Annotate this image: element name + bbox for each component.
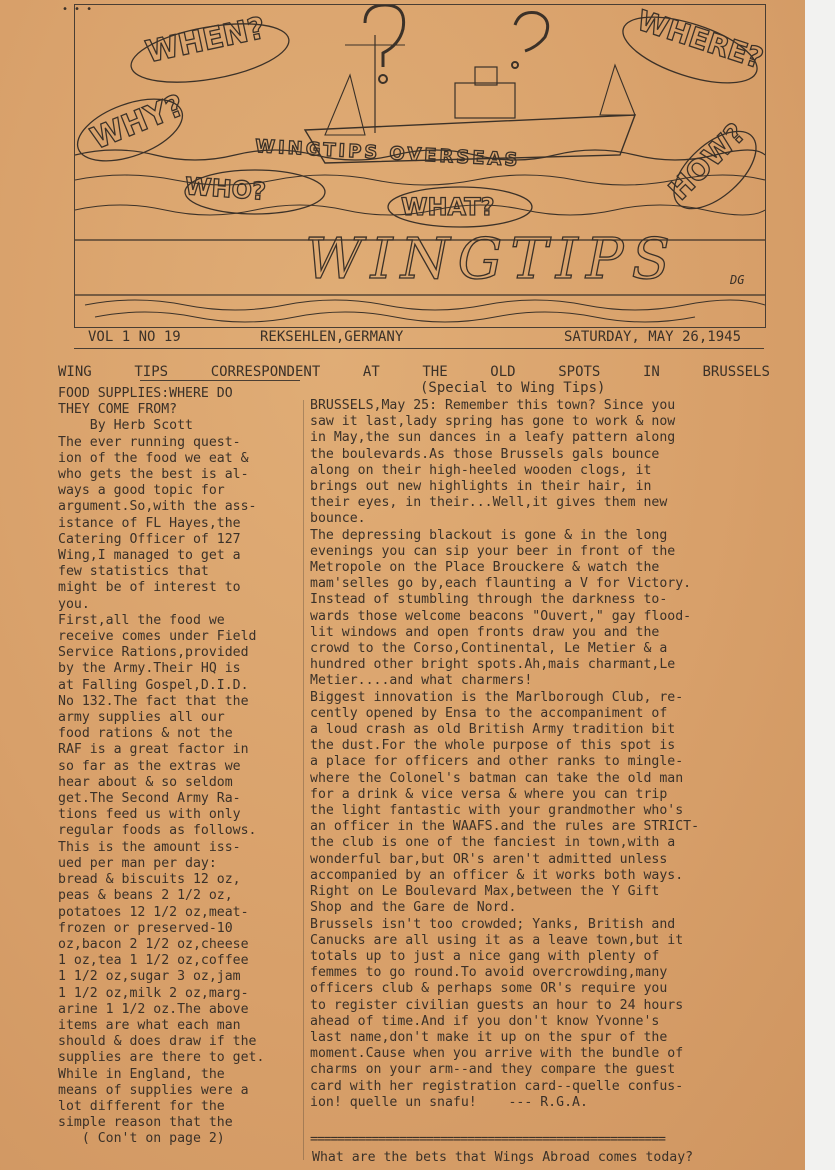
bubble-where: WHERE? [633,3,768,76]
article-line: regular foods as follows. [58,823,257,839]
article-line: Metier....and what charmers! [310,673,533,689]
article-line: Right on Le Boulevard Max,between the Y Gift [310,884,660,900]
article-line: hear about & so seldom [58,774,233,790]
headline-word: TIPS [134,364,169,380]
article-line: army supplies all our [58,710,225,726]
article-line: officers club & perhaps some OR's require you [310,981,668,997]
page-edge [805,0,835,1170]
article-line: the dust.For the whole purpose of this spot is [310,738,676,754]
article-line: simple reason that the [58,1115,233,1131]
article-line: means of supplies were a [58,1082,249,1098]
issue-volume: VOL 1 NO 19 [88,329,181,345]
article-line: Catering Officer of 127 [58,531,241,547]
article-line: you. [58,596,90,612]
article-line: totals up to just a nice gang with plenty of [310,948,660,964]
article-line: Instead of stumbling through the darkness to- [310,592,668,608]
article-line: Canucks are all using it as a leave town,but it [310,932,684,948]
article-line: RAF is a great factor in [58,742,249,758]
article-line: peas & beans 2 1/2 oz, [58,888,233,904]
article-line: their eyes, in their...Well,it gives them new [310,495,668,511]
masthead [74,4,766,328]
article-line: This is the amount iss- [58,839,241,855]
article-line: the light fantastic with your grandmother who's [310,803,684,819]
newsletter-title: WINGTIPS [305,227,678,292]
article-line: card with her registration card--quelle confus- [310,1078,684,1094]
article-line: frozen or preserved-10 [58,920,233,936]
article-line: ahead of time.And if you don't know Yvonne's [310,1013,660,1029]
article-line: No 132.The fact that the [58,693,249,709]
article-line: evenings you can sip your beer in front of the [310,543,676,559]
article-line: who gets the best is al- [58,467,249,483]
article-line: food rations & not the [58,726,233,742]
article-line: hundred other bright spots.Ah,mais charmant,Le [310,657,676,673]
headline-word: THE [422,364,448,380]
article-line: bread & biscuits 12 oz, [58,872,241,888]
food-supplies-article [58,386,308,1148]
article-line: lit windows and open fronts draw you and the [310,624,660,640]
article-line: a loud crash as old British Army tradition bit [310,722,676,738]
article-line: in May,the sun dances in a leafy pattern along [310,430,676,446]
article-line: Metropole on the Place Brouckere & watch the [310,560,660,576]
article-line: wonderful bar,but OR's aren't admitted unless [310,851,668,867]
bubble-how: HOW? [662,116,753,207]
special-byline: (Special to Wing Tips) [420,380,606,396]
article-line: supplies are there to get. [58,1050,265,1066]
bubble-who: WHO? [184,172,267,206]
article-line: FOOD SUPPLIES:WHERE DO [58,386,233,401]
article-line: might be of interest to [58,580,241,596]
article-line: last name,don't make it up on the spur of the [310,1029,668,1045]
article-line: ued per man per day: [58,855,217,871]
article-line: cently opened by Ensa to the accompaniment of [310,705,668,721]
bubble-when: WHEN? [142,10,269,71]
article-line: The ever running quest- [58,434,241,450]
main-headline [58,364,770,380]
article-line: While in England, the [58,1066,225,1082]
article-line: By Herb Scott [58,418,193,434]
bubble-what: WHAT? [401,193,495,221]
article-line: where the Colonel's batman can take the old man [310,770,684,786]
article-line: so far as the extras we [58,758,241,774]
article-line: brings out new highlights in their hair, in [310,479,652,495]
section-divider: ==================================================== [310,1132,665,1147]
article-line: crowd to the Corso,Continental, Le Metier & a [310,641,668,657]
issue-info-bar [74,326,764,349]
bubble-why: WHY? [85,88,190,157]
article-line: oz,bacon 2 1/2 oz,cheese [58,936,249,952]
article-line: along on their high-heeled wooden clogs, it [310,462,652,478]
article-line: First,all the food we [58,612,225,628]
article-line: items are what each man [58,1017,241,1033]
article-line: a place for officers and other ranks to mingle- [310,754,684,770]
headline-word: WING [58,364,92,380]
headline-word: BRUSSELS [702,364,770,380]
article-line: charms on your arm--and they compare the guest [310,1062,676,1078]
article-line: ion! quelle un snafu! --- R.G.A. [310,1094,588,1110]
article-line: the boulevards.As those Brussels gals bounce [310,446,660,462]
article-line: ( Con't on page 2) [58,1131,225,1147]
headline-word: SPOTS [558,364,601,380]
article-line: 1 1/2 oz,sugar 3 oz,jam [58,969,241,985]
article-line: potatoes 12 1/2 oz,meat- [58,904,249,920]
article-line: receive comes under Field [58,629,257,645]
article-line: saw it last,lady spring has gone to work & now [310,414,676,430]
article-line: ion of the food we eat & [58,450,249,466]
article-line: THEY COME FROM? [58,402,178,418]
article-line: moment.Cause when you arrive with the bundle of [310,1046,684,1062]
article-line: few statistics that [58,564,209,580]
issue-date: SATURDAY, MAY 26,1945 [564,329,742,345]
article-line: accompanied by an officer & it works both ways. [310,867,684,883]
article-line: tions feed us with only [58,807,241,823]
article-line: 1 1/2 oz,milk 2 oz,marg- [58,985,249,1001]
article-line: Biggest innovation is the Marlborough Club, re- [310,689,684,705]
punch-marks: • • • [62,4,93,15]
headline-underline [140,380,300,381]
article-line: Brussels isn't too crowded; Yanks, British and [310,916,676,932]
headline-word: IN [643,364,660,380]
article-line: by the Army.Their HQ is [58,661,241,677]
article-line: Service Rations,provided [58,645,249,661]
headline-word: OLD [490,364,516,380]
headline-word: AT [362,364,380,380]
article-line: lot different for the [58,1098,225,1114]
article-line: the club is one of the fanciest in town,with a [310,835,676,851]
article-line: BRUSSELS,May 25: Remember this town? Since you [310,398,676,413]
brussels-article [310,398,806,1111]
article-line: at Falling Gospel,D.I.D. [58,677,249,693]
article-line: to register civilian guests an hour to 24 hours [310,997,684,1013]
ship-banner: WINGTIPS OVERSEAS [254,136,521,171]
issue-place: REKSEHLEN,GERMANY [260,329,404,345]
headline-word: CORRESPONDENT [210,364,321,380]
article-line: 1 oz,tea 1 1/2 oz,coffee [58,953,249,969]
article-line: argument.So,with the ass- [58,499,257,515]
article-line: for a drink & vice versa & where you can trip [310,786,668,802]
article-line: get.The Second Army Ra- [58,791,241,807]
article-line: The depressing blackout is gone & in the long [310,527,668,543]
artist-signature: DG [730,273,745,287]
article-line: wards those welcome beacons "Ouvert," gay flood- [310,608,692,624]
article-line: should & does draw if the [58,1034,257,1050]
footer-question: What are the bets that Wings Abroad comes today? [312,1150,694,1165]
article-line: Wing,I managed to get a [58,548,241,564]
article-line: Shop and the Gare de Nord. [310,900,517,916]
article-line: ways a good topic for [58,483,225,499]
article-line: an officer in the WAAFS.and the rules are STRICT- [310,819,700,835]
article-line: femmes to go round.To avoid overcrowding,many [310,965,668,981]
article-line: mam'selles go by,each flaunting a V for Victory. [310,576,692,592]
article-line: bounce. [310,511,366,527]
article-line: istance of FL Hayes,the [58,515,241,531]
article-line: arine 1 1/2 oz.The above [58,1001,249,1017]
